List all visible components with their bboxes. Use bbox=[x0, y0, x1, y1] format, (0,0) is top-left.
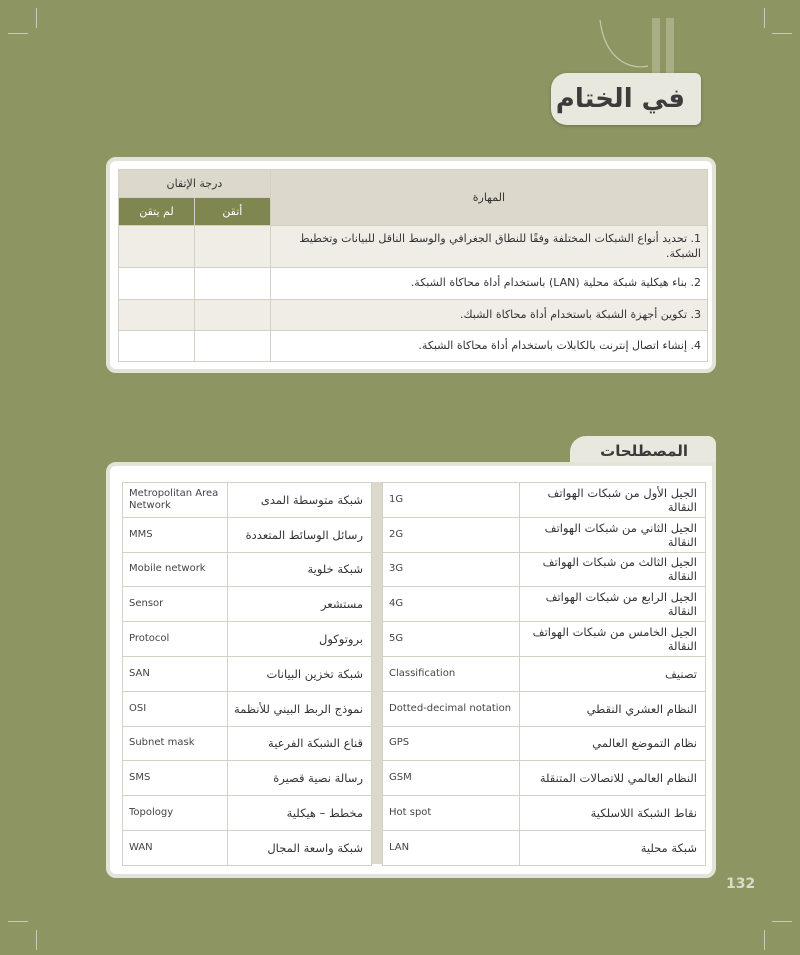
term-arabic: شبكة تخزين البيانات bbox=[228, 656, 372, 691]
not-mastered-check-cell[interactable] bbox=[119, 331, 195, 362]
term-english: MMS bbox=[123, 517, 228, 552]
term-english: SAN bbox=[123, 656, 228, 691]
term-row bbox=[123, 830, 372, 865]
term-row bbox=[123, 483, 372, 518]
term-arabic: مخطط – هيكلية bbox=[228, 796, 372, 831]
term-arabic: شبكة محلية bbox=[519, 830, 705, 865]
skill-text: 2. بناء هيكلية شبكة محلية (LAN) باستخدام أداة محاكاة الشبكة. bbox=[270, 268, 707, 300]
term-arabic: مستشعر bbox=[228, 587, 372, 622]
term-arabic: قناع الشبكة الفرعية bbox=[228, 726, 372, 761]
term-row bbox=[123, 691, 372, 726]
term-arabic: النظام العشري النقطي bbox=[519, 691, 705, 726]
crop-mark bbox=[8, 921, 28, 922]
crop-mark bbox=[8, 33, 28, 34]
term-arabic: رسالة نصية قصيرة bbox=[228, 761, 372, 796]
not-mastered-check-cell[interactable] bbox=[119, 300, 195, 331]
page-title: في الختام bbox=[555, 84, 685, 114]
mastered-check-cell[interactable] bbox=[194, 226, 270, 268]
mastered-check-cell[interactable] bbox=[194, 268, 270, 300]
term-english: GPS bbox=[383, 726, 520, 761]
term-row bbox=[123, 726, 372, 761]
term-row bbox=[383, 796, 706, 831]
mastered-check-cell[interactable] bbox=[194, 331, 270, 362]
skill-row bbox=[119, 226, 708, 268]
term-english: LAN bbox=[383, 830, 520, 865]
term-row bbox=[123, 656, 372, 691]
term-row bbox=[383, 830, 706, 865]
term-arabic: الجيل الرابع من شبكات الهواتف النقالة bbox=[519, 587, 705, 622]
term-english: SMS bbox=[123, 761, 228, 796]
term-arabic: بروتوكول bbox=[228, 622, 372, 657]
skill-text: 4. إنشاء اتصال إنترنت بالكابلات باستخدام أداة محاكاة الشبكة. bbox=[270, 331, 707, 362]
term-english: Classification bbox=[383, 656, 520, 691]
crop-mark bbox=[772, 921, 792, 922]
terms-table-right bbox=[382, 482, 706, 866]
skill-header: المهارة bbox=[270, 170, 707, 226]
term-english: WAN bbox=[123, 830, 228, 865]
mastery-degree-header: درجة الإتقان bbox=[119, 170, 271, 198]
term-arabic: نظام التموضع العالمي bbox=[519, 726, 705, 761]
skills-card bbox=[106, 157, 716, 373]
term-arabic: نموذج الربط البيني للأنظمة bbox=[228, 691, 372, 726]
not-mastered-header: لم يتقن bbox=[119, 198, 195, 226]
terms-card bbox=[106, 462, 716, 878]
term-row bbox=[383, 622, 706, 657]
crop-mark bbox=[764, 8, 765, 28]
term-row bbox=[123, 552, 372, 587]
term-english: Subnet mask bbox=[123, 726, 228, 761]
terms-table-left bbox=[122, 482, 372, 866]
term-row bbox=[123, 796, 372, 831]
mastered-header: أتقن bbox=[194, 198, 270, 226]
term-row bbox=[123, 517, 372, 552]
term-row bbox=[123, 761, 372, 796]
term-english: 4G bbox=[383, 587, 520, 622]
column-divider bbox=[372, 482, 382, 864]
skill-row bbox=[119, 331, 708, 362]
term-arabic: نقاط الشبكة اللاسلكية bbox=[519, 796, 705, 831]
crop-mark bbox=[36, 930, 37, 950]
term-arabic: شبكة واسعة المجال bbox=[228, 830, 372, 865]
term-arabic: الجيل الأول من شبكات الهواتف النقالة bbox=[519, 483, 705, 518]
term-arabic: الجيل الخامس من شبكات الهواتف النقالة bbox=[519, 622, 705, 657]
skill-row bbox=[119, 268, 708, 300]
term-row bbox=[383, 587, 706, 622]
term-row bbox=[383, 552, 706, 587]
term-row bbox=[383, 761, 706, 796]
term-english: Dotted-decimal notation bbox=[383, 691, 520, 726]
skill-text: 1. تحديد أنواع الشبكات المختلفة وفقًا للنطاق الجغرافي والوسط الناقل للبيانات وتخطيط الشبكة. bbox=[270, 226, 707, 268]
not-mastered-check-cell[interactable] bbox=[119, 268, 195, 300]
term-row bbox=[123, 587, 372, 622]
term-row bbox=[383, 656, 706, 691]
term-row bbox=[383, 726, 706, 761]
term-arabic: شبكة متوسطة المدى bbox=[228, 483, 372, 518]
term-row bbox=[383, 483, 706, 518]
crop-mark bbox=[764, 930, 765, 950]
terms-title: المصطلحات bbox=[600, 442, 688, 460]
term-english: Topology bbox=[123, 796, 228, 831]
term-row bbox=[383, 517, 706, 552]
crop-mark bbox=[36, 8, 37, 28]
term-arabic: رسائل الوسائط المتعددة bbox=[228, 517, 372, 552]
term-english: GSM bbox=[383, 761, 520, 796]
term-english: Hot spot bbox=[383, 796, 520, 831]
term-english: 2G bbox=[383, 517, 520, 552]
term-english: Metropolitan Area Network bbox=[123, 483, 228, 518]
term-row bbox=[123, 622, 372, 657]
term-english: 5G bbox=[383, 622, 520, 657]
cord-decoration-icon bbox=[560, 20, 650, 80]
skills-table bbox=[118, 169, 708, 362]
term-english: OSI bbox=[123, 691, 228, 726]
term-arabic: الجيل الثالث من شبكات الهواتف النقالة bbox=[519, 552, 705, 587]
term-row bbox=[383, 691, 706, 726]
term-english: Sensor bbox=[123, 587, 228, 622]
crop-mark bbox=[772, 33, 792, 34]
skill-text: 3. تكوين أجهزة الشبكة باستخدام أداة محاكاة الشبك. bbox=[270, 300, 707, 331]
term-english: 1G bbox=[383, 483, 520, 518]
skill-row bbox=[119, 300, 708, 331]
page-number: 132 bbox=[726, 876, 756, 892]
term-english: Mobile network bbox=[123, 552, 228, 587]
mastered-check-cell[interactable] bbox=[194, 300, 270, 331]
term-arabic: الجيل الثاني من شبكات الهواتف النقالة bbox=[519, 517, 705, 552]
term-arabic: شبكة خلوية bbox=[228, 552, 372, 587]
term-english: 3G bbox=[383, 552, 520, 587]
term-arabic: تصنيف bbox=[519, 656, 705, 691]
term-english: Protocol bbox=[123, 622, 228, 657]
not-mastered-check-cell[interactable] bbox=[119, 226, 195, 268]
page-title-banner bbox=[551, 73, 701, 125]
term-arabic: النظام العالمي للاتصالات المتنقلة bbox=[519, 761, 705, 796]
